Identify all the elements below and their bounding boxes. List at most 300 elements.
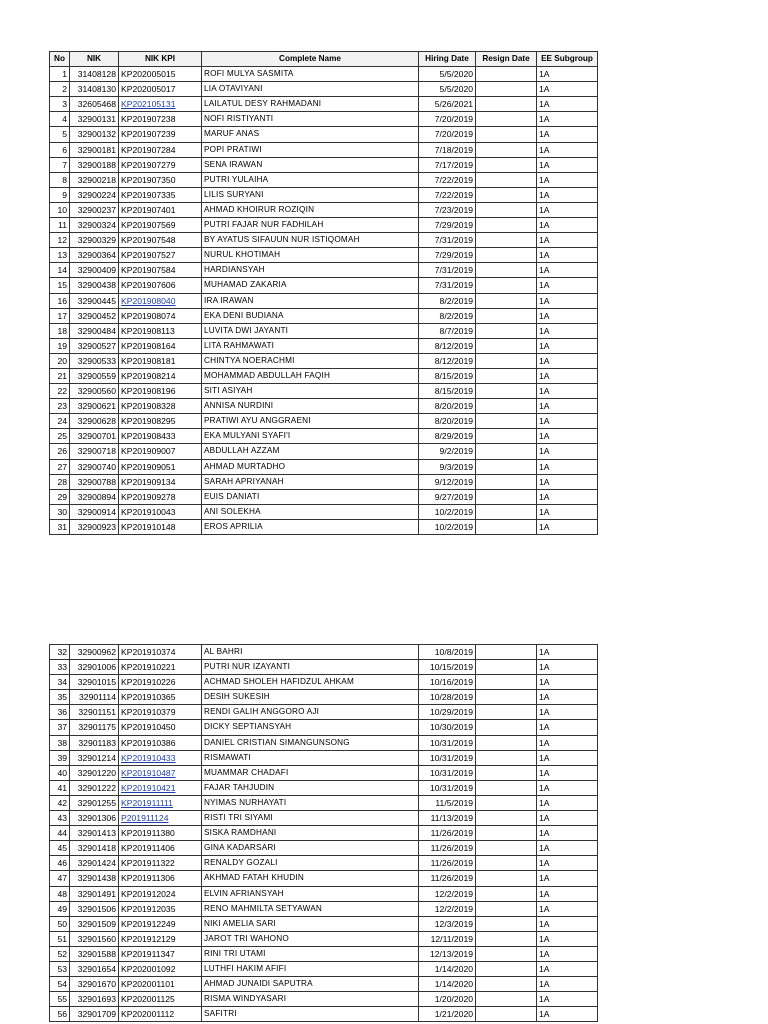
complete-name-cell: PUTRI YULAIHA <box>202 172 419 187</box>
nik-cell: 32901151 <box>70 705 119 720</box>
hiring-date-cell: 11/5/2019 <box>419 795 476 810</box>
ee-subgroup-cell: 1A <box>537 112 598 127</box>
hiring-date-cell: 8/20/2019 <box>419 399 476 414</box>
complete-name-cell: RISTI TRI SIYAMI <box>202 811 419 826</box>
ee-subgroup-cell: 1A <box>537 308 598 323</box>
resign-date-cell <box>476 886 537 901</box>
header-hiring-date: Hiring Date <box>419 52 476 67</box>
nik-cell: 32901693 <box>70 992 119 1007</box>
row-number: 11 <box>50 218 70 233</box>
row-number: 6 <box>50 142 70 157</box>
resign-date-cell <box>476 765 537 780</box>
hiring-date-cell: 7/23/2019 <box>419 202 476 217</box>
complete-name-cell: ELVIN AFRIANSYAH <box>202 886 419 901</box>
nik-kpi-cell: KP201911380 <box>119 826 202 841</box>
resign-date-cell <box>476 187 537 202</box>
hiring-date-cell: 5/5/2020 <box>419 67 476 82</box>
nik-cell: 32901413 <box>70 826 119 841</box>
resign-date-cell <box>476 504 537 519</box>
hiring-date-cell: 8/12/2019 <box>419 338 476 353</box>
resign-date-cell <box>476 338 537 353</box>
complete-name-cell: NYIMAS NURHAYATI <box>202 795 419 810</box>
table-row <box>50 82 598 97</box>
ee-subgroup-cell: 1A <box>537 414 598 429</box>
nik-kpi-cell: KP201910374 <box>119 645 202 660</box>
hiring-date-cell: 9/2/2019 <box>419 444 476 459</box>
nik-kpi-cell: KP201907584 <box>119 263 202 278</box>
complete-name-cell: ABDULLAH AZZAM <box>202 444 419 459</box>
complete-name-cell: HARDIANSYAH <box>202 263 419 278</box>
resign-date-cell <box>476 660 537 675</box>
row-number: 50 <box>50 916 70 931</box>
row-number: 25 <box>50 429 70 444</box>
nik-kpi-cell[interactable]: KP201910421 <box>119 780 202 795</box>
nik-kpi-cell: KP201911347 <box>119 946 202 961</box>
table-row <box>50 353 598 368</box>
table-row <box>50 323 598 338</box>
nik-cell: 32900409 <box>70 263 119 278</box>
ee-subgroup-cell: 1A <box>537 459 598 474</box>
nik-cell: 32900218 <box>70 172 119 187</box>
nik-cell: 31408130 <box>70 82 119 97</box>
complete-name-cell: MOHAMMAD ABDULLAH FAQIH <box>202 368 419 383</box>
complete-name-cell: LUVITA DWI JAYANTI <box>202 323 419 338</box>
table-row <box>50 841 598 856</box>
nik-cell: 32900788 <box>70 474 119 489</box>
nik-kpi-cell: KP201912249 <box>119 916 202 931</box>
ee-subgroup-cell: 1A <box>537 826 598 841</box>
nik-kpi-cell[interactable]: KP201910433 <box>119 750 202 765</box>
resign-date-cell <box>476 97 537 112</box>
nik-cell: 32900364 <box>70 248 119 263</box>
nik-kpi-cell: KP201907606 <box>119 278 202 293</box>
table-row <box>50 142 598 157</box>
ee-subgroup-cell: 1A <box>537 444 598 459</box>
nik-kpi-cell: KP201909007 <box>119 444 202 459</box>
nik-cell: 32900559 <box>70 368 119 383</box>
nik-kpi-cell: KP201909278 <box>119 489 202 504</box>
hiring-date-cell: 12/2/2019 <box>419 901 476 916</box>
nik-cell: 31408128 <box>70 67 119 82</box>
table-row <box>50 202 598 217</box>
header-resign-date: Resign Date <box>476 52 537 67</box>
ee-subgroup-cell: 1A <box>537 474 598 489</box>
table-row <box>50 233 598 248</box>
complete-name-cell: RENALDY GOZALI <box>202 856 419 871</box>
resign-date-cell <box>476 444 537 459</box>
complete-name-cell: SENA IRAWAN <box>202 157 419 172</box>
nik-kpi-cell: KP202001101 <box>119 977 202 992</box>
nik-kpi-cell: KP201907335 <box>119 187 202 202</box>
nik-kpi-cell: KP201911322 <box>119 856 202 871</box>
table-row <box>50 690 598 705</box>
ee-subgroup-cell: 1A <box>537 977 598 992</box>
hiring-date-cell: 8/20/2019 <box>419 414 476 429</box>
table-row <box>50 414 598 429</box>
nik-cell: 32900132 <box>70 127 119 142</box>
row-number: 38 <box>50 735 70 750</box>
ee-subgroup-cell: 1A <box>537 67 598 82</box>
row-number: 47 <box>50 871 70 886</box>
nik-kpi-cell: KP201908295 <box>119 414 202 429</box>
nik-cell: 32900740 <box>70 459 119 474</box>
table-row <box>50 504 598 519</box>
ee-subgroup-cell: 1A <box>537 429 598 444</box>
nik-cell: 32901709 <box>70 1007 119 1022</box>
nik-cell: 32900718 <box>70 444 119 459</box>
resign-date-cell <box>476 157 537 172</box>
nik-cell: 32900914 <box>70 504 119 519</box>
table-row <box>50 1007 598 1022</box>
complete-name-cell: MARUF ANAS <box>202 127 419 142</box>
table-row <box>50 429 598 444</box>
resign-date-cell <box>476 705 537 720</box>
ee-subgroup-cell: 1A <box>537 946 598 961</box>
nik-kpi-cell: KP201907238 <box>119 112 202 127</box>
nik-kpi-cell: KP201911406 <box>119 841 202 856</box>
row-number: 55 <box>50 992 70 1007</box>
nik-kpi-cell: KP201910043 <box>119 504 202 519</box>
table-row <box>50 750 598 765</box>
ee-subgroup-cell: 1A <box>537 263 598 278</box>
nik-cell: 32901491 <box>70 886 119 901</box>
nik-cell: 32900329 <box>70 233 119 248</box>
complete-name-cell: NOFI RISTIYANTI <box>202 112 419 127</box>
complete-name-cell: EKA MULYANI SYAFI'I <box>202 429 419 444</box>
nik-kpi-cell: KP201910365 <box>119 690 202 705</box>
resign-date-cell <box>476 720 537 735</box>
ee-subgroup-cell: 1A <box>537 720 598 735</box>
resign-date-cell <box>476 414 537 429</box>
header-ee-subgroup: EE Subgroup <box>537 52 598 67</box>
row-number: 17 <box>50 308 70 323</box>
hiring-date-cell: 11/26/2019 <box>419 826 476 841</box>
hiring-date-cell: 7/20/2019 <box>419 127 476 142</box>
complete-name-cell: BY AYATUS SIFAUUN NUR ISTIQOMAH <box>202 233 419 248</box>
complete-name-cell: RENO MAHMILTA SETYAWAN <box>202 901 419 916</box>
nik-kpi-cell: KP201912035 <box>119 901 202 916</box>
table-row <box>50 795 598 810</box>
hiring-date-cell: 1/14/2020 <box>419 961 476 976</box>
hiring-date-cell: 1/21/2020 <box>419 1007 476 1022</box>
row-number: 20 <box>50 353 70 368</box>
complete-name-cell: FAJAR TAHJUDIN <box>202 780 419 795</box>
table-row <box>50 735 598 750</box>
nik-kpi-cell: KP201910379 <box>119 705 202 720</box>
ee-subgroup-cell: 1A <box>537 735 598 750</box>
row-number: 9 <box>50 187 70 202</box>
row-number: 12 <box>50 233 70 248</box>
hiring-date-cell: 8/15/2019 <box>419 384 476 399</box>
nik-kpi-cell[interactable]: P201911124 <box>119 811 202 826</box>
complete-name-cell: AHMAD KHOIRUR ROZIQIN <box>202 202 419 217</box>
row-number: 43 <box>50 811 70 826</box>
nik-kpi-cell: KP202001125 <box>119 992 202 1007</box>
ee-subgroup-cell: 1A <box>537 142 598 157</box>
ee-subgroup-cell: 1A <box>537 157 598 172</box>
complete-name-cell: AL BAHRI <box>202 645 419 660</box>
nik-kpi-cell: KP201911306 <box>119 871 202 886</box>
resign-date-cell <box>476 780 537 795</box>
complete-name-cell: EKA DENI BUDIANA <box>202 308 419 323</box>
resign-date-cell <box>476 323 537 338</box>
hiring-date-cell: 10/31/2019 <box>419 750 476 765</box>
resign-date-cell <box>476 399 537 414</box>
nik-kpi-cell: KP201908433 <box>119 429 202 444</box>
nik-cell: 32900131 <box>70 112 119 127</box>
hiring-date-cell: 11/13/2019 <box>419 811 476 826</box>
nik-cell: 32901424 <box>70 856 119 871</box>
table-row <box>50 811 598 826</box>
nik-kpi-cell: KP201912024 <box>119 886 202 901</box>
complete-name-cell: PRATIWI AYU ANGGRAENI <box>202 414 419 429</box>
hiring-date-cell: 7/29/2019 <box>419 218 476 233</box>
ee-subgroup-cell: 1A <box>537 901 598 916</box>
nik-cell: 32900438 <box>70 278 119 293</box>
row-number: 7 <box>50 157 70 172</box>
nik-cell: 32901670 <box>70 977 119 992</box>
row-number: 2 <box>50 82 70 97</box>
complete-name-cell: LAILATUL DESY RAHMADANI <box>202 97 419 112</box>
nik-kpi-cell[interactable]: KP201908040 <box>119 293 202 308</box>
header-nik: NIK <box>70 52 119 67</box>
hiring-date-cell: 7/31/2019 <box>419 233 476 248</box>
ee-subgroup-cell: 1A <box>537 886 598 901</box>
resign-date-cell <box>476 142 537 157</box>
row-number: 3 <box>50 97 70 112</box>
hiring-date-cell: 8/2/2019 <box>419 293 476 308</box>
hiring-date-cell: 10/15/2019 <box>419 660 476 675</box>
complete-name-cell: NIKI AMELIA SARI <box>202 916 419 931</box>
row-number: 41 <box>50 780 70 795</box>
resign-date-cell <box>476 645 537 660</box>
hiring-date-cell: 12/11/2019 <box>419 931 476 946</box>
nik-kpi-cell[interactable]: KP201910487 <box>119 765 202 780</box>
table-row <box>50 886 598 901</box>
row-number: 51 <box>50 931 70 946</box>
nik-kpi-cell: KP201910221 <box>119 660 202 675</box>
complete-name-cell: DICKY SEPTIANSYAH <box>202 720 419 735</box>
nik-cell: 32900621 <box>70 399 119 414</box>
row-number: 18 <box>50 323 70 338</box>
table-row <box>50 977 598 992</box>
complete-name-cell: JAROT TRI WAHONO <box>202 931 419 946</box>
nik-kpi-cell: KP201907284 <box>119 142 202 157</box>
resign-date-cell <box>476 826 537 841</box>
resign-date-cell <box>476 474 537 489</box>
resign-date-cell <box>476 977 537 992</box>
complete-name-cell: PUTRI FAJAR NUR FADHILAH <box>202 218 419 233</box>
nik-kpi-cell: KP201908164 <box>119 338 202 353</box>
row-number: 16 <box>50 293 70 308</box>
table-row <box>50 946 598 961</box>
table-row <box>50 338 598 353</box>
hiring-date-cell: 9/27/2019 <box>419 489 476 504</box>
ee-subgroup-cell: 1A <box>537 278 598 293</box>
row-number: 13 <box>50 248 70 263</box>
nik-kpi-cell: KP201908181 <box>119 353 202 368</box>
table-row <box>50 459 598 474</box>
hiring-date-cell: 10/28/2019 <box>419 690 476 705</box>
table-row <box>50 916 598 931</box>
complete-name-cell: EROS APRILIA <box>202 519 419 534</box>
nik-kpi-cell: KP201908113 <box>119 323 202 338</box>
table-row <box>50 293 598 308</box>
nik-cell: 32900445 <box>70 293 119 308</box>
complete-name-cell: RENDI GALIH ANGGORO AJI <box>202 705 419 720</box>
row-number: 40 <box>50 765 70 780</box>
row-number: 28 <box>50 474 70 489</box>
resign-date-cell <box>476 218 537 233</box>
hiring-date-cell: 10/31/2019 <box>419 735 476 750</box>
header-no: No <box>50 52 70 67</box>
row-number: 24 <box>50 414 70 429</box>
ee-subgroup-cell: 1A <box>537 233 598 248</box>
table-row <box>50 474 598 489</box>
nik-kpi-cell: KP201908196 <box>119 384 202 399</box>
resign-date-cell <box>476 901 537 916</box>
ee-subgroup-cell: 1A <box>537 660 598 675</box>
complete-name-cell: RISMA WINDYASARI <box>202 992 419 1007</box>
nik-kpi-cell: KP201907548 <box>119 233 202 248</box>
complete-name-cell: MUHAMAD ZAKARIA <box>202 278 419 293</box>
resign-date-cell <box>476 841 537 856</box>
ee-subgroup-cell: 1A <box>537 323 598 338</box>
table-row <box>50 263 598 278</box>
complete-name-cell: EUIS DANIATI <box>202 489 419 504</box>
nik-cell: 32900923 <box>70 519 119 534</box>
hiring-date-cell: 9/12/2019 <box>419 474 476 489</box>
resign-date-cell <box>476 750 537 765</box>
row-number: 45 <box>50 841 70 856</box>
resign-date-cell <box>476 67 537 82</box>
complete-name-cell: LIA OTAVIYANI <box>202 82 419 97</box>
row-number: 27 <box>50 459 70 474</box>
row-number: 34 <box>50 675 70 690</box>
hiring-date-cell: 10/16/2019 <box>419 675 476 690</box>
hiring-date-cell: 12/13/2019 <box>419 946 476 961</box>
nik-cell: 32900224 <box>70 187 119 202</box>
hiring-date-cell: 10/31/2019 <box>419 765 476 780</box>
resign-date-cell <box>476 871 537 886</box>
hiring-date-cell: 9/3/2019 <box>419 459 476 474</box>
complete-name-cell: IRA IRAWAN <box>202 293 419 308</box>
resign-date-cell <box>476 690 537 705</box>
nik-cell: 32901222 <box>70 780 119 795</box>
complete-name-cell: ROFI MULYA SASMITA <box>202 67 419 82</box>
nik-kpi-cell: KP201907239 <box>119 127 202 142</box>
nik-kpi-cell[interactable]: KP202105131 <box>119 97 202 112</box>
hiring-date-cell: 11/26/2019 <box>419 871 476 886</box>
table-row <box>50 97 598 112</box>
resign-date-cell <box>476 429 537 444</box>
nik-cell: 32901255 <box>70 795 119 810</box>
table-row <box>50 384 598 399</box>
row-number: 56 <box>50 1007 70 1022</box>
table-row <box>50 157 598 172</box>
hiring-date-cell: 5/26/2021 <box>419 97 476 112</box>
nik-cell: 32900527 <box>70 338 119 353</box>
complete-name-cell: LILIS SURYANI <box>202 187 419 202</box>
row-number: 31 <box>50 519 70 534</box>
complete-name-cell: PUTRI NUR IZAYANTI <box>202 660 419 675</box>
table-1-body <box>50 67 598 535</box>
ee-subgroup-cell: 1A <box>537 399 598 414</box>
table-row <box>50 112 598 127</box>
resign-date-cell <box>476 946 537 961</box>
nik-cell: 32901438 <box>70 871 119 886</box>
ee-subgroup-cell: 1A <box>537 338 598 353</box>
ee-subgroup-cell: 1A <box>537 127 598 142</box>
table-row <box>50 368 598 383</box>
table-row <box>50 172 598 187</box>
complete-name-cell: DANIEL CRISTIAN SIMANGUNSONG <box>202 735 419 750</box>
ee-subgroup-cell: 1A <box>537 675 598 690</box>
nik-cell: 32900484 <box>70 323 119 338</box>
row-number: 53 <box>50 961 70 976</box>
row-number: 49 <box>50 901 70 916</box>
complete-name-cell: ANI SOLEKHA <box>202 504 419 519</box>
complete-name-cell: CHINTYA NOERACHMI <box>202 353 419 368</box>
resign-date-cell <box>476 293 537 308</box>
row-number: 33 <box>50 660 70 675</box>
hiring-date-cell: 10/29/2019 <box>419 705 476 720</box>
table-row <box>50 961 598 976</box>
row-number: 46 <box>50 856 70 871</box>
nik-cell: 32900452 <box>70 308 119 323</box>
table-row <box>50 871 598 886</box>
nik-cell: 32605468 <box>70 97 119 112</box>
table-row <box>50 308 598 323</box>
ee-subgroup-cell: 1A <box>537 780 598 795</box>
nik-cell: 32901306 <box>70 811 119 826</box>
resign-date-cell <box>476 278 537 293</box>
nik-kpi-cell[interactable]: KP201911111 <box>119 795 202 810</box>
hiring-date-cell: 11/26/2019 <box>419 856 476 871</box>
employee-table-2 <box>49 644 598 1022</box>
ee-subgroup-cell: 1A <box>537 384 598 399</box>
row-number: 32 <box>50 645 70 660</box>
nik-kpi-cell: KP202005017 <box>119 82 202 97</box>
hiring-date-cell: 10/2/2019 <box>419 519 476 534</box>
ee-subgroup-cell: 1A <box>537 1007 598 1022</box>
hiring-date-cell: 11/26/2019 <box>419 841 476 856</box>
nik-kpi-cell: KP202001112 <box>119 1007 202 1022</box>
resign-date-cell <box>476 856 537 871</box>
hiring-date-cell: 7/22/2019 <box>419 172 476 187</box>
nik-kpi-cell: KP201909134 <box>119 474 202 489</box>
resign-date-cell <box>476 931 537 946</box>
nik-cell: 32901418 <box>70 841 119 856</box>
table-row <box>50 489 598 504</box>
hiring-date-cell: 10/30/2019 <box>419 720 476 735</box>
header-nik-kpi: NIK KPI <box>119 52 202 67</box>
table-row <box>50 720 598 735</box>
table-row <box>50 931 598 946</box>
nik-kpi-cell: KP201907279 <box>119 157 202 172</box>
table-row <box>50 675 598 690</box>
resign-date-cell <box>476 961 537 976</box>
complete-name-cell: RISMAWATI <box>202 750 419 765</box>
ee-subgroup-cell: 1A <box>537 645 598 660</box>
resign-date-cell <box>476 811 537 826</box>
employee-table-1 <box>49 51 598 535</box>
row-number: 44 <box>50 826 70 841</box>
table-row <box>50 826 598 841</box>
complete-name-cell: SITI ASIYAH <box>202 384 419 399</box>
resign-date-cell <box>476 1007 537 1022</box>
row-number: 22 <box>50 384 70 399</box>
